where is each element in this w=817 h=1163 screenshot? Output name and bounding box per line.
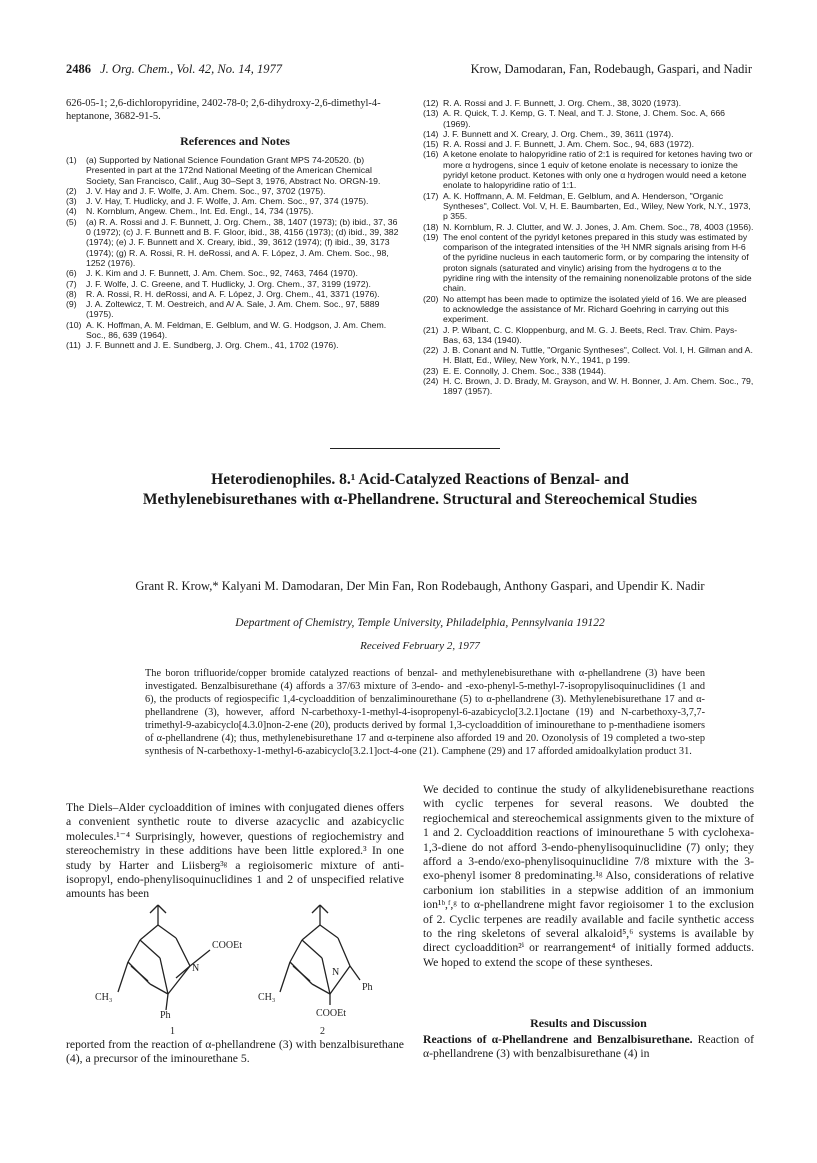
reference-number: (17) [423,190,439,201]
article-title: Heterodienophiles. 8.¹ Acid-Catalyzed Reactions of Benzal- and Methylenebisurethanes with α-Phellandrene. Structural and Stereochemical Studies [142,471,698,508]
reference-text: N. Kornblum, Angew. Chem., Int. Ed. Engl., 14, 734 (1975). [86,206,314,217]
reference-number: (7) [66,278,77,289]
references-left-column [66,155,404,351]
reference-item [66,155,404,186]
reference-text: A. K. Hoffman, A. M. Feldman, E. Gelblum, and W. G. Hodgson, J. Am. Chem. Soc., 86, 639 (1964). [86,319,387,341]
reference-item [423,98,754,108]
reference-item [423,222,754,232]
reference-number: (5) [66,216,77,227]
reference-text: J. A. Zoltewicz, T. M. Oestreich, and A/ A. Sale, J. Am. Chem. Soc., 97, 5889 (1975). [86,299,380,320]
structure-2 [280,905,360,1005]
reference-text: H. C. Brown, J. D. Brady, M. Grayson, and W. H. Bonner, J. Am. Chem. Soc., 79, 1897 (1957). [443,376,754,397]
header-authors: Krow, Damodaran, Fan, Rodebaugh, Gaspari, and Nadir [470,62,752,76]
reference-text: A ketone enolate to halopyridine ratio of 2:1 is required for ketones having two or more α hydrogens, since 1 equiv of ketone enolate is necessary to ionize the pyridyl ketone product. Ketones with only one α hydrogen would need a ketone enolate to halopyridine ratio of 1:1. [443,149,753,191]
structure-1-ester: COOEt [212,940,242,951]
reference-text: J. B. Conant and N. Tuttle, "Organic Syntheses", Collect. Vol. I, H. Gilman and A. H. Blatt, Ed., Wiley, New York, N.Y., 1941, p 199. [443,345,753,366]
structure-1-methyl: CH₃ [95,992,113,1003]
structure-1-number: 1 [170,1026,175,1037]
reference-number: (11) [66,340,81,351]
reference-item [423,108,754,129]
reference-number: (15) [423,139,439,150]
reference-item [423,294,754,325]
reference-text: J. K. Kim and J. F. Bunnett, J. Am. Chem. Soc., 92, 7463, 7464 (1970). [86,268,358,279]
reference-item [66,279,404,289]
results-text: Reaction of α-phellandrene (3) with benzalbisurethane (4) in [423,1033,754,1061]
structure-1 [118,905,210,1010]
reference-text: (a) Supported by National Science Foundation Grant MPS 74-20520. (b) Presented in part at the 172nd National Meeting of the American Chemical Society, San Francisco, Calif., Aug 30–Sept 3, 1976, Abstract No. ORGN-19. [86,155,381,186]
reference-item [66,196,404,206]
reference-text: E. E. Connolly, J. Chem. Soc., 338 (1944). [443,365,607,376]
reference-number: (24) [423,376,439,387]
reference-number: (21) [423,324,439,335]
reference-text: R. A. Rossi and J. F. Bunnett, J. Org. Chem., 38, 3020 (1973). [443,98,682,108]
reference-number: (3) [66,196,77,207]
affiliation: Department of Chemistry, Temple University, Philadelphia, Pennsylvania 19122 [235,617,605,629]
reference-text: J. P. Wibant, C. C. Kloppenburg, and M. G. J. Beets, Recl. Trav. Chim. Pays-Bas, 63, 134 (1940). [443,324,738,345]
reference-item [66,186,404,196]
structure-1-nitrogen: N [192,963,200,974]
journal-citation: J. Org. Chem., Vol. 42, No. 14, 1977 [100,62,282,76]
section-divider [330,448,500,449]
reference-text: The enol content of the pyridyl ketones prepared in this study was estimated by comparison of the integrated intensities of the ¹H NMR signals arising from H-6 of the pyridine nucleus in each tautomeric form, or by comparing the intensity of proton signals (saturated and vinylic) arising from the hydrogens α to the pyridine ring with the intensity of the remaining nonenolizable protons of the side chain. [443,231,752,294]
reference-number: (10) [66,319,82,330]
registry-numbers: 626-05-1; 2,6-dichloropyridine, 2402-78-0; 2,6-dihydroxy-2,6-dimethyl-4-heptanone, 3682-91-5. [66,98,381,122]
reference-item [66,289,404,299]
reference-item [66,217,404,268]
reference-text: R. A. Rossi, R. H. deRossi, and A. F. López, J. Org. Chem., 41, 3371 (1976). [86,288,380,299]
reference-item [423,366,754,376]
reference-text: A. R. Quick, T. J. Kemp, G. T. Neal, and T. J. Stone, J. Chem. Soc. A, 666 (1969). [443,108,725,129]
reference-item [423,325,754,346]
reference-number: (9) [66,299,77,310]
structure-2-nitrogen: N [332,967,340,978]
reference-item [423,345,754,366]
reference-number: (8) [66,288,77,299]
reference-number: (16) [423,149,439,160]
intro-left-continued: reported from the reaction of α-phellandrene (3) with benzalbisurethane (4), a precursor of the iminourethane 5. [66,1038,404,1066]
reference-text: No attempt has been made to optimize the isolated yield of 16. We are pleased to acknowledge the assistance of Mr. Richard Goehring in carrying out this experiment. [443,293,747,325]
structure-2-number: 2 [320,1026,325,1037]
reference-text: N. Kornblum, R. J. Clutter, and W. J. Jones, J. Am. Chem. Soc., 78, 4003 (1956). [443,221,754,232]
page-number: 2486 [66,62,91,76]
reference-text: J. F. Wolfe, J. C. Greene, and T. Hudlicky, J. Org. Chem., 37, 3199 (1972). [86,278,371,289]
reference-item [66,340,404,350]
received-date: Received February 2, 1977 [360,640,480,652]
reference-number: (13) [423,108,439,119]
reference-number: (14) [423,128,439,139]
reference-number: (12) [423,98,439,108]
intro-left: The Diels–Alder cycloaddition of imines with conjugated dienes offers a convenient synthetic route to diverse azacyclic and azabicyclic molecules.¹⁻⁴ Surprisingly, however, questions of regiochemistry and stereochemistry in these additions have been little explored.³ In one study by Harter and Liisberg³ᵍ a regioisomeric mixture of anti-isopropyl, endo-phenylisoquinuclidines 1 and 2 of unspecified relative amounts has been [66,801,404,901]
reference-text: R. A. Rossi and J. F. Bunnett, J. Am. Chem. Soc., 94, 683 (1972). [443,139,695,150]
reference-number: (23) [423,365,439,376]
reference-number: (19) [423,231,439,242]
results-paragraph [423,1033,754,1062]
reference-text: J. V. Hay and J. F. Wolfe, J. Am. Chem. Soc., 97, 3702 (1975). [86,185,326,196]
reference-item [423,139,754,149]
reference-number: (2) [66,185,77,196]
structure-1-phenyl: Ph [160,1010,171,1021]
intro-right: We decided to continue the study of alkylidenebisurethane reactions with cyclic terpenes for several reasons. We doubted the regiochemical and stereochemical assignments given to the mixture of 1 and 2. Cycloaddition reactions of iminourethane 5 with cyclohexa-1,3-diene do not afford 3-endo-phenylisoquinuclidine (7) only; they afford a 3-endo/exo-phenylisoquinuclidine 7/8 mixture with the 3-exo-phenyl isomer 8 predominating.¹ᵍ Also, considerations of relative carbonium ion stabilities in a stepwise addition of an immonium ion¹ᵇ,ᶠ,ᵍ to α-phellandrene might favor regioisomer 1 to the exclusion of 2. Cyclic terpenes are readily available and facile synthetic access to the ring skeletons of several alkaloid⁵,⁶ systems is available by direct cycloaddition²ⁱ or rearrangement⁴ of initially formed adducts. We hoped to extend the scope of these syntheses. [423,783,754,969]
reference-text: J. F. Bunnett and J. E. Sundberg, J. Org. Chem., 41, 1702 (1976). [86,340,339,351]
reference-number: (4) [66,206,77,217]
reference-number: (6) [66,268,77,279]
reference-text: (a) R. A. Rossi and J. F. Bunnett, J. Org. Chem., 38, 1407 (1973); (b) ibid., 37, 36 0 (1972); (c) J. F. Bunnett and B. F. Gloor, ibid., 38, 4156 (1973); (d) ibid., 39, 382 (1974); (e) J. F. Bunnett and X. Creary, ibid., 39, 3612 (1974); (f) ibid., 39, 3173 (1974); (g) R. A. Rossi, R. H. deRossi, and A. F. López, J. Am. Chem. Soc., 98, 1252 (1976). [86,216,399,268]
reference-item [66,320,404,341]
structure-2-phenyl: Ph [362,982,373,993]
running-header [66,62,752,77]
results-subheading: Reactions of α-Phellandrene and Benzalbisurethane. [423,1033,693,1046]
abstract: The boron trifluoride/copper bromide catalyzed reactions of benzal- and methylenebisurethane with α-phellandrene (3) have been investigated. Benzalbisurethane (4) affords a 37/63 mixture of 3-endo- and -exo-phenyl-5-methyl-7-isopropylisoquinuclidines (1 and 6), the products of regiospecific 1,4-cycloaddition of benzaliminourethane (5) to α-phellandrene (3). Methylenebisurethane 17 and α-phellandrene (3), however, afford N-carbethoxy-1-methyl-4-isopropenyl-6-azabicyclo[3.2.1]octane (19) and N-carbethoxy-3,7,7-trimethyl-9-azabicyclo[4.3.0]non-2-ene (20), products derived by formal 1,3-cycloaddition of iminourethane to p-menthadiene isomers of α-phellandrene (4); thus, methylenebisurethane 17 and α-terpinene also afforded 19 and 20. Ozonolysis of 19 completed a two-step synthesis of N-carbethoxy-1-methyl-6-azabicyclo[3.2.1]oct-4-one (21). Camphene (29) and 17 afforded amidoalkylation product 31. [145,668,705,757]
reference-text: J. F. Bunnett and X. Creary, J. Org. Chem., 39, 3611 (1974). [443,128,674,139]
results-heading: Results and Discussion [530,1016,647,1030]
reference-text: A. K. Hoffmann, A. M. Feldman, E. Gelblum, and A. Henderson, "Organic Syntheses", Collect. Vol. V, H. E. Baumbarten, Ed., Wiley, New York, N.Y., 1973, p 355. [443,190,751,222]
reference-number: (20) [423,293,439,304]
reference-item [66,206,404,216]
reference-item [423,129,754,139]
reference-text: J. V. Hay, T. Hudlicky, and J. F. Wolfe, J. Am. Chem. Soc., 97, 374 (1975). [86,196,369,207]
reference-item [423,191,754,222]
references-right-column [423,98,754,397]
reference-item [66,299,404,320]
reference-number: (22) [423,345,439,356]
reference-item [423,149,754,190]
reference-item [66,268,404,278]
reference-number: (1) [66,155,77,165]
structure-2-ester: COOEt [316,1008,346,1019]
reference-number: (18) [423,221,439,232]
references-heading: References and Notes [180,134,290,148]
structure-2-methyl: CH₃ [258,992,276,1003]
article-authors: Grant R. Krow,* Kalyani M. Damodaran, Der Min Fan, Ron Rodebaugh, Anthony Gaspari, and Upendir K. Nadir [135,579,705,593]
reference-item [423,376,754,397]
reference-item [423,232,754,294]
